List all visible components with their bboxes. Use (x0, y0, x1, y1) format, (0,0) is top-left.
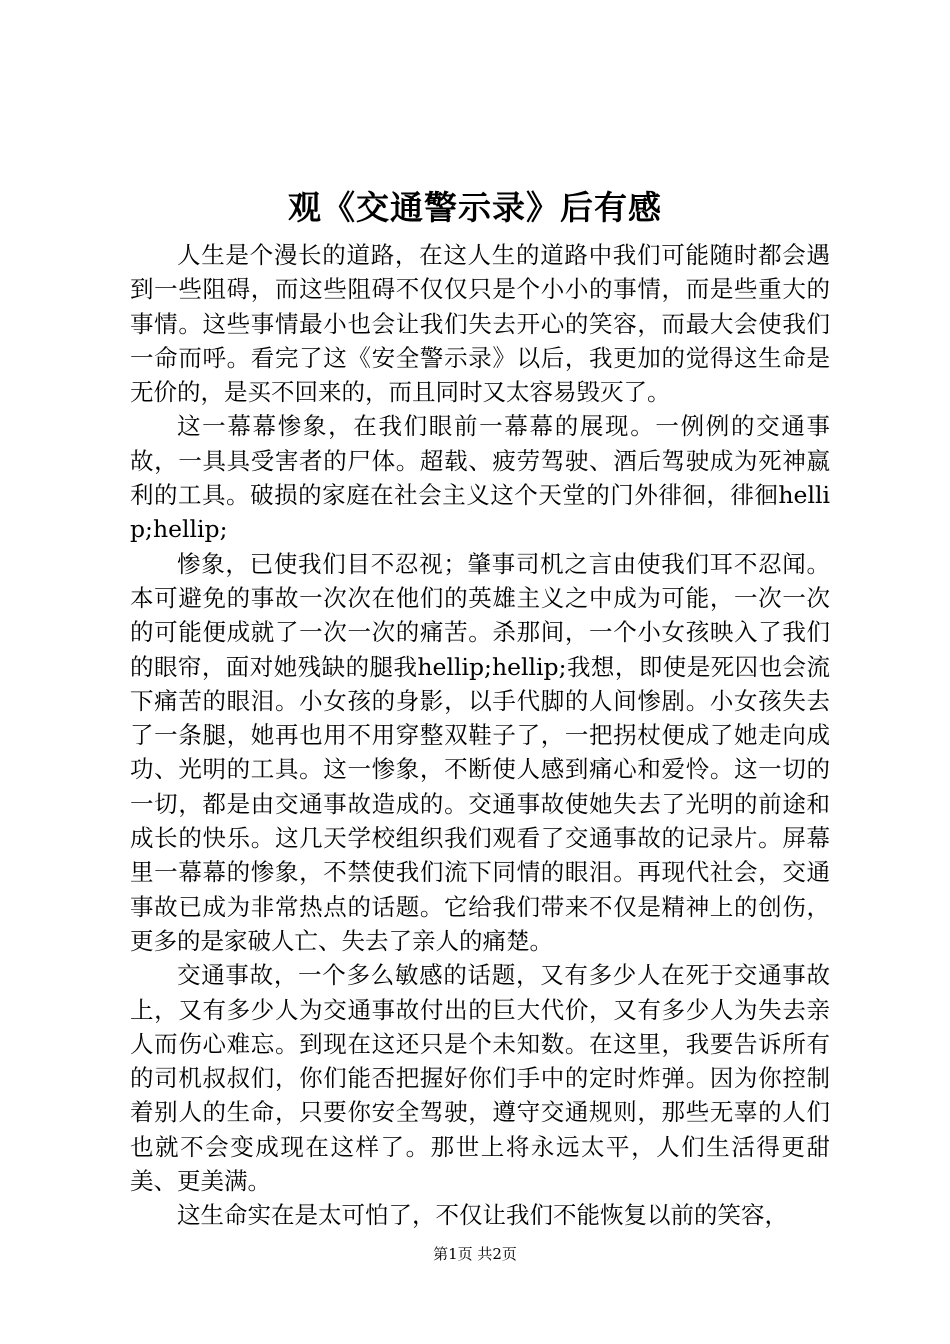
paragraph: 交通事故，一个多么敏感的话题，又有多少人在死于交通事故上，又有多少人为交通事故付出的巨大代价，又有多少人为失去亲人而伤心难忘。到现在这还只是个未知数。在这里，我要告诉所有的司机叔叔们，你们能否把握好你们手中的定时炸弹。因为你控制着别人的生命，只要你安全驾驶，遵守交通规则，那些无辜的人们也就不会变成现在这样了。那世上将永远太平，人们生活得更甜美、更美满。 (130, 961, 830, 1196)
paragraph: 惨象，已使我们目不忍视；肇事司机之言由使我们耳不忍闻。本可避免的事故一次次在他们的英雄主义之中成为可能，一次一次的可能便成就了一次一次的痛苦。杀那间，一个小女孩映入了我们的眼帘，面对她残缺的腿我hellip;hellip;我想，即使是死囚也会流下痛苦的眼泪。小女孩的身影，以手代脚的人间惨剧。小女孩失去了一条腿，她再也用不用穿整双鞋子了，一把拐杖便成了她走向成功、光明的工具。这一惨象，不断使人感到痛心和爱怜。这一切的一切，都是由交通事故造成的。交通事故使她失去了光明的前途和成长的快乐。这几天学校组织我们观看了交通事故的记录片。屏幕里一幕幕的惨象，不禁使我们流下同情的眼泪。再现代社会，交通事故已成为非常热点的话题。它给我们带来不仅是精神上的创伤，更多的是家破人亡、失去了亲人的痛楚。 (130, 549, 830, 955)
paragraph: 人生是个漫长的道路，在这人生的道路中我们可能随时都会遇到一些阻碍，而这些阻碍不仅仅只是个小小的事情，而是些重大的事情。这些事情最小也会让我们失去开心的笑容，而最大会使我们一命而呼。看完了这《安全警示录》以后，我更加的觉得这生命是无价的，是买不回来的，而且同时又太容易毁灭了。 (130, 241, 830, 407)
paragraph: 这生命实在是太可怕了，不仅让我们不能恢复以前的笑容， (177, 1201, 788, 1230)
paragraph: 这一幕幕惨象，在我们眼前一幕幕的展现。一例例的交通事故，一具具受害者的尸体。超载、疲劳驾驶、酒后驾驶成为死神嬴利的工具。破损的家庭在社会主义这个天堂的门外徘徊，徘徊hellip;hellip; (130, 412, 830, 544)
document-body (130, 238, 830, 1233)
page-number-footer: 第1页 共2页 (433, 1245, 517, 1263)
document-title: 观《交通警示录》后有感 (288, 188, 662, 227)
